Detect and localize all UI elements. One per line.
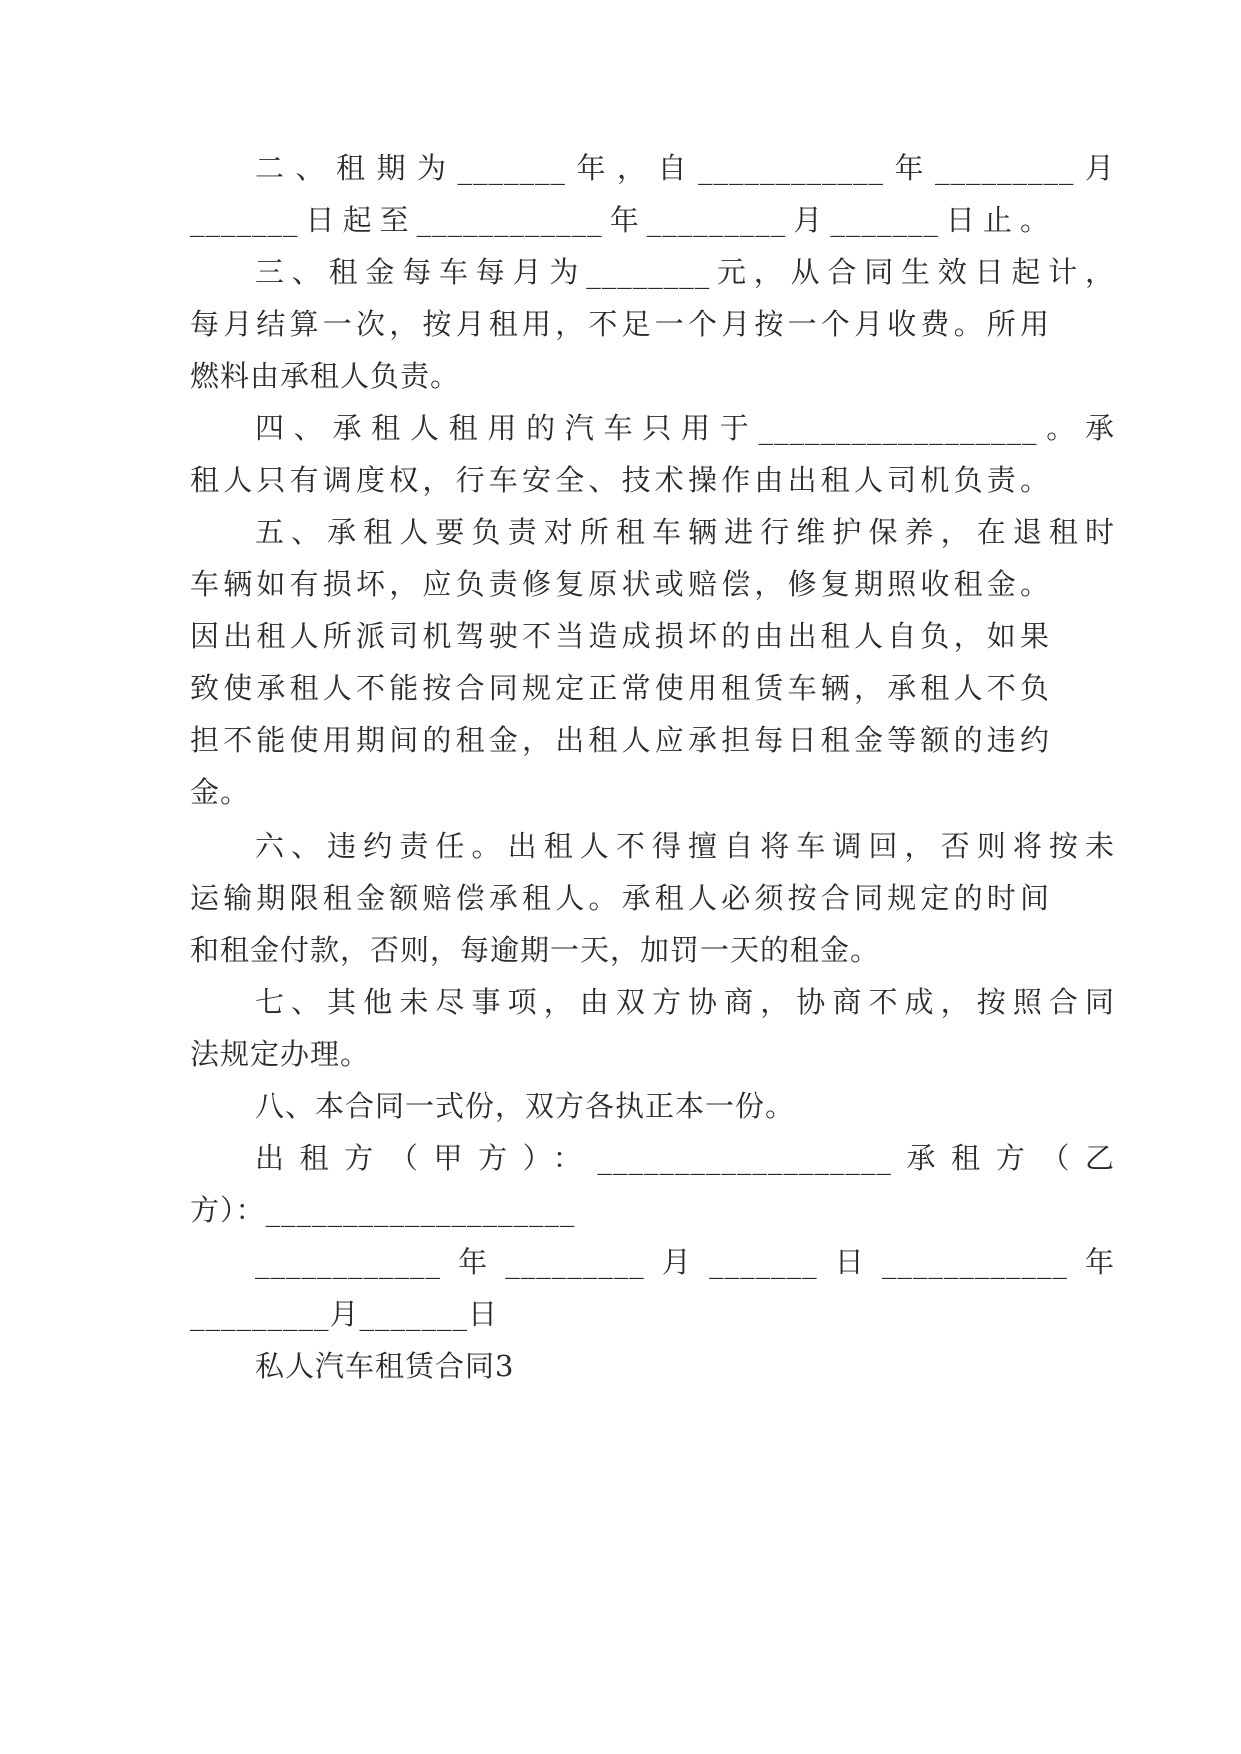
clause-3-line-1: 三、租金每车每月为________元，从合同生效日起计， xyxy=(255,255,1115,289)
clause-6-line-2: 运输期限租金额赔偿承租人。承租人必须按合同规定的时间 xyxy=(190,881,1050,915)
signature-date-line-2: _________月_______日 xyxy=(190,1297,499,1331)
next-contract-heading: 私人汽车租赁合同3 xyxy=(255,1349,515,1383)
clause-2-line-2: _______日起至____________年_________月_______日止。 xyxy=(190,203,1050,237)
signature-date-line-1: ____________年_________月_______日____________年 xyxy=(255,1245,1115,1279)
clause-5-line-2: 车辆如有损坏，应负责修复原状或赔偿，修复期照收租金。 xyxy=(190,567,1050,601)
clause-3-line-3: 燃料由承租人负责。 xyxy=(190,359,461,393)
clause-3-line-2: 每月结算一次，按月租用，不足一个月按一个月收费。所用 xyxy=(190,307,1050,341)
clause-4-line-2: 租人只有调度权，行车安全、技术操作由出租人司机负责。 xyxy=(190,463,1050,497)
clause-7-line-1: 七、其他未尽事项，由双方协商，协商不成，按照合同 xyxy=(255,985,1115,1019)
clause-6-line-1: 六、违约责任。出租人不得擅自将车调回，否则将按未 xyxy=(255,829,1115,863)
clause-2-line-1: 二、租期为_______年，自____________年_________月 xyxy=(255,151,1115,185)
clause-5-line-5: 担不能使用期间的租金，出租人应承担每日租金等额的违约 xyxy=(190,723,1050,757)
clause-5-line-3: 因出租人所派司机驾驶不当造成损坏的由出租人自负，如果 xyxy=(190,619,1050,653)
signature-parties-line-1: 出租方（甲方）：___________________承租方（乙 xyxy=(255,1141,1115,1175)
clause-8-line-1: 八、本合同一式份，双方各执正本一份。 xyxy=(255,1089,796,1123)
clause-6-line-3: 和租金付款，否则，每逾期一天，加罚一天的租金。 xyxy=(190,933,881,967)
clause-7-line-2: 法规定办理。 xyxy=(190,1037,371,1071)
clause-5-line-6: 金。 xyxy=(190,775,251,809)
clause-5-line-1: 五、承租人要负责对所租车辆进行维护保养，在退租时 xyxy=(255,515,1115,549)
signature-parties-line-2: 方）：____________________ xyxy=(190,1193,576,1227)
clause-4-line-1: 四、承租人租用的汽车只用于__________________。承 xyxy=(255,411,1115,445)
clause-5-line-4: 致使承租人不能按合同规定正常使用租赁车辆，承租人不负 xyxy=(190,671,1050,705)
